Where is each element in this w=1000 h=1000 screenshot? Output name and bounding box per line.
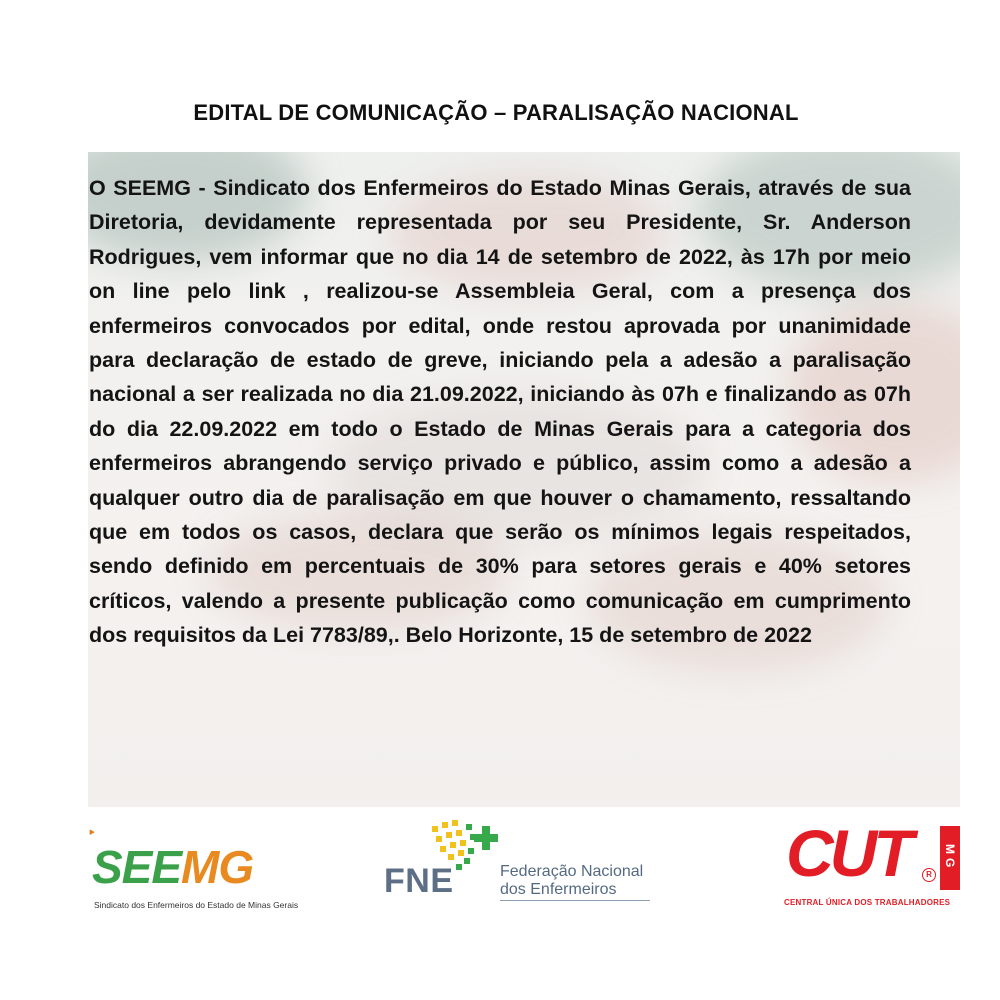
seemg-wordmark-orange: MG	[181, 841, 254, 893]
cut-wordmark: CUT	[786, 816, 910, 890]
seemg-mark-icon: ‣	[88, 825, 96, 840]
fne-logo	[378, 808, 660, 908]
fne-acronym: FNE	[384, 862, 454, 900]
page-title: EDITAL DE COMUNICAÇÃO – PARALISAÇÃO NACIONAL	[193, 100, 799, 125]
fne-name: Federação Nacional dos Enfermeiros	[500, 863, 644, 898]
notice-body: O SEEMG - Sindicato dos Enfermeiros do Estado Minas Gerais, através de sua Diretoria, devidamente representada por seu Presidente, Sr. Anderson Rodrigues, vem informar que no dia 14 de setembro de 2022, às 17h por meio on line pelo link , realizou-se Assembleia Geral, com a presença dos enfermeiros convocados por edital, onde restou aprovada por unanimidade para declaração de estado de greve, iniciando pela a adesão a paralisação nacional a ser realizada no dia 21.09.2022, iniciando às 07h e finalizando as 07h do dia 22.09.2022 em todo o Estado de Minas Gerais para a categoria dos enfermeiros abrangendo serviço privado e público, assim como a adesão a qualquer outro dia de paralisação em que houver o chamamento, ressaltando que em todos os casos, declara que serão os mínimos legais respeitados, sendo definido em percentuais de 30% para setores gerais e 40% setores críticos, valendo a presente publicação como comunicação em cumprimento dos requisitos da Lei 7783/89,. Belo Horizonte, 15 de setembro de 2022	[89, 176, 911, 648]
footer-logos	[0, 808, 1000, 918]
seemg-wordmark-green: SEE	[92, 841, 182, 893]
cut-state-badge: MG	[940, 826, 960, 890]
registered-icon: R	[922, 868, 936, 882]
cut-subtitle: CENTRAL ÚNICA DOS TRABALHADORES	[784, 898, 951, 907]
cut-logo	[782, 816, 964, 912]
seemg-logo	[82, 822, 302, 912]
fne-underline	[500, 900, 650, 901]
seemg-subtitle: Sindicato dos Enfermeiros do Estado de Minas Gerais	[94, 900, 299, 910]
